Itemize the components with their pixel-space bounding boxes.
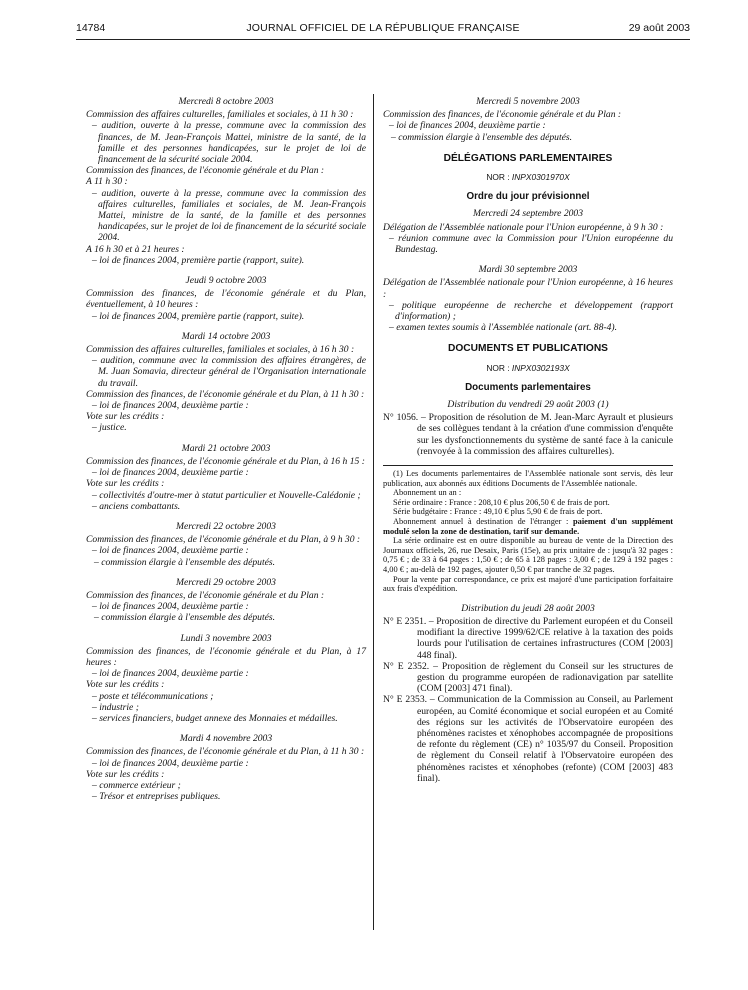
footnote (383, 469, 673, 594)
column-divider (373, 94, 374, 930)
footnote-text: Abonnement un an : (393, 488, 462, 498)
footnote-text (383, 517, 673, 536)
date-heading: Mercredi 5 novembre 2003 (476, 96, 580, 107)
agenda-item: – loi de finances 2004, deuxième partie : (92, 467, 249, 479)
date-heading: Jeudi 9 octobre 2003 (185, 275, 267, 287)
subsection-title: Ordre du jour prévisionnel (466, 191, 590, 203)
page-number: 14784 (76, 22, 106, 34)
nor-code: INPX0302193X (511, 362, 570, 373)
agenda-item: – loi de finances 2004, deuxième partie : (92, 545, 249, 557)
agenda-item: – loi de finances 2004, deuxième partie : (92, 668, 249, 680)
committee-line: Délégation de l'Assemblée nationale pour l'Union européenne, à 16 heures : (383, 277, 673, 300)
date-heading: Mercredi 22 octobre 2003 (176, 520, 276, 532)
section-title-delegations: DÉLÉGATIONS PARLEMENTAIRES (443, 152, 613, 164)
agenda-item: – services financiers, budget annexe des Monnaies et médailles. (92, 712, 338, 724)
agenda-item: – Trésor et entreprises publiques. (92, 791, 221, 803)
nor-label: NOR : (486, 362, 510, 373)
footnote-bold-text: paiement d'un supplément modulé selon la zone de destination, tarif sur demande. (383, 517, 674, 536)
committee-line: Délégation de l'Assemblée nationale pour l'Union européenne, à 9 h 30 : (383, 221, 664, 233)
footnote-text: Série budgétaire : France : 49,10 € plus 5,90 € de frais de port. (393, 507, 603, 517)
time-line: A 16 h 30 et à 21 heures : (86, 243, 185, 255)
agenda-item: – loi de finances 2004, première partie (rapport, suite). (92, 254, 305, 266)
committee-line: Commission des finances, de l'économie générale et du Plan, à 16 h 15 : (86, 455, 365, 467)
date-heading: Mardi 21 octobre 2003 (181, 442, 271, 454)
date-heading: Mercredi 8 octobre 2003 (178, 96, 274, 107)
journal-title: JOURNAL OFFICIEL DE LA RÉPUBLIQUE FRANÇAISE (246, 22, 520, 34)
left-column (86, 96, 366, 802)
agenda-item: – justice. (92, 422, 127, 434)
vote-line: Vote sur les crédits : (86, 768, 165, 780)
date-heading: Mardi 4 novembre 2003 (179, 733, 273, 745)
nor-reference (383, 172, 673, 183)
date-heading: Lundi 3 novembre 2003 (180, 632, 272, 644)
document-entry: N° E 2353. – Communication de la Commission au Conseil, au Parlement européen, au Comité économique et social européen et au Comité des régions sur les activités de l'Observatoire européen des phénomènes racistes et xénophobes accompagnée de propositions de refonte du règlement (CE) n° 1035/97 du Conseil. Proposition de règlement du Conseil relatif à l'Observatoire européen des phénomènes racistes et xénophobes (refonte) (COM [2003] 483 final). (383, 694, 673, 784)
right-column (383, 96, 673, 784)
vote-line: Vote sur les crédits : (86, 679, 165, 691)
nor-reference (383, 363, 673, 374)
footnote-text: Pour la vente par correspondance, ce prix est majoré d'une participation forfaitaire aux frais d'expédition. (383, 574, 673, 594)
document-entry: N° 1056. – Proposition de résolution de M. Jean-Marc Ayrault et plusieurs de ses collègues tendant à la création d'une commission d'enquête sur les dysfonctionnements du système de santé face à la canicule (renvoyée à la commission des affaires culturelles). (383, 412, 673, 457)
agenda-item: – poste et télécommunications ; (92, 690, 214, 702)
committee-line: Commission des affaires culturelles, familiales et sociales, à 11 h 30 : (86, 109, 354, 121)
footnote-text: Série ordinaire : France : 208,10 € plus 206,50 € de frais de port. (393, 497, 610, 507)
agenda-subitem: – commission élargie à l'ensemble des députés. (391, 131, 573, 143)
committee-line: Commission des finances, de l'économie générale et du Plan, à 17 heures : (86, 645, 366, 668)
vote-line: Vote sur les crédits : (86, 478, 165, 490)
subsection-title: Documents parlementaires (465, 381, 591, 393)
time-line: A 11 h 30 : (86, 176, 128, 188)
footnote-text: La série ordinaire est en outre disponible au bureau de vente de la Direction des Journaux officiels, 26, rue Desaix, Paris (15e), au prix unitaire de : jusqu'à 32 pages : 0,75 € ; de 33 à 64 pages : 1,50 € ; de 65 à 128 pages : 3,00 € ; de 129 à 192 pages : 4,00 € ; au-delà de 192 pages, ajouter 0,50 € par tranche de 32 pages. (383, 536, 673, 575)
agenda-item: – loi de finances 2004, deuxième partie : (92, 757, 249, 769)
page-header (76, 22, 690, 38)
nor-label: NOR : (486, 172, 510, 183)
date-heading: Mardi 30 septembre 2003 (478, 264, 578, 276)
agenda-item: – collectivités d'outre-mer à statut particulier et Nouvelle-Calédonie ; (92, 489, 361, 501)
committee-line: Commission des finances, de l'économie générale et du Plan, à 11 h 30 : (86, 388, 365, 400)
date-heading: Mercredi 24 septembre 2003 (472, 208, 584, 220)
agenda-item: – loi de finances 2004, deuxième partie : (92, 601, 249, 613)
committee-line: Commission des finances, de l'économie générale et du Plan : (383, 109, 622, 121)
agenda-item: – industrie ; (92, 701, 139, 713)
agenda-subitem: – commission élargie à l'ensemble des députés. (94, 612, 276, 624)
distribution-heading: Distribution du vendredi 29 août 2003 (1) (447, 399, 609, 411)
agenda-subitem: – commission élargie à l'ensemble des députés. (94, 556, 276, 568)
agenda-item: – audition, ouverte à la presse, commune avec la commission des affaires culturelles, familiales et sociales, de M. Jean-François Mattei, ministre de la santé, de la famille et des personnes handicapées, sur le projet de loi de financement de la sécurité sociale 2004. (92, 187, 366, 244)
committee-line: Commission des affaires culturelles, familiales et sociales, à 16 h 30 : (86, 344, 355, 356)
footnote-rule (383, 465, 673, 466)
agenda-item: – loi de finances 2004, première partie (rapport, suite). (92, 310, 305, 322)
issue-date: 29 août 2003 (628, 22, 690, 34)
committee-line: Commission des finances, de l'économie générale et du Plan, à 9 h 30 : (86, 534, 361, 546)
committee-line: Commission des finances, de l'économie générale et du Plan : (86, 589, 325, 601)
document-entry: N° E 2352. – Proposition de règlement du Conseil sur les structures de gestion du programme européen de radionavigation par satellite (COM [2003] 471 final). (383, 660, 673, 695)
nor-code: INPX0301970X (511, 172, 570, 183)
date-heading: Mardi 14 octobre 2003 (181, 330, 271, 342)
distribution-heading: Distribution du jeudi 28 août 2003 (461, 602, 595, 614)
agenda-item: – politique européenne de recherche et développement (rapport d'information) ; (389, 299, 673, 323)
section-title-documents: DOCUMENTS ET PUBLICATIONS (448, 343, 608, 355)
date-heading: Mercredi 29 octobre 2003 (176, 576, 276, 588)
agenda-item: – anciens combattants. (92, 500, 181, 512)
committee-line: Commission des finances, de l'économie générale et du Plan, éventuellement, à 10 heures : (86, 288, 366, 311)
header-rule (76, 39, 690, 40)
agenda-item: – audition, commune avec la commission des affaires étrangères, de M. Juan Somavia, directeur général de l'Organisation internationale du travail. (92, 355, 366, 389)
agenda-item: – commerce extérieur ; (92, 779, 181, 791)
document-entry: N° E 2351. – Proposition de directive du Parlement européen et du Conseil modifiant la directive 1999/62/CE relative à la taxation des poids lourds pour l'utilisation de certaines infrastructures (COM [2003] 448 final). (383, 616, 673, 661)
agenda-item: – examen textes soumis à l'Assemblée nationale (art. 88-4). (389, 322, 617, 334)
agenda-item: – loi de finances 2004, deuxième partie : (92, 400, 249, 412)
agenda-item: – réunion commune avec la Commission pour l'Union européenne du Bundestag. (389, 232, 673, 256)
committee-line: Commission des finances, de l'économie générale et du Plan : (86, 165, 325, 177)
committee-line: Commission des finances, de l'économie générale et du Plan, à 11 h 30 : (86, 746, 365, 758)
vote-line: Vote sur les crédits : (86, 411, 165, 423)
agenda-item: – loi de finances 2004, deuxième partie : (389, 120, 546, 132)
agenda-item: – audition, ouverte à la presse, commune avec la commission des finances, de M. Jean-François Mattei, ministre de la santé, de la famille et des personnes handicapées, sur le projet de loi de financement de la sécurité sociale 2004. (92, 120, 366, 166)
footnote-text-part: Abonnement annuel à destination de l'étranger : (393, 517, 569, 527)
footnote-text: (1) Les documents parlementaires de l'Assemblée nationale sont servis, dès leur publication, aux abonnés aux éditions Documents de l'Assemblée nationale. (383, 469, 673, 488)
